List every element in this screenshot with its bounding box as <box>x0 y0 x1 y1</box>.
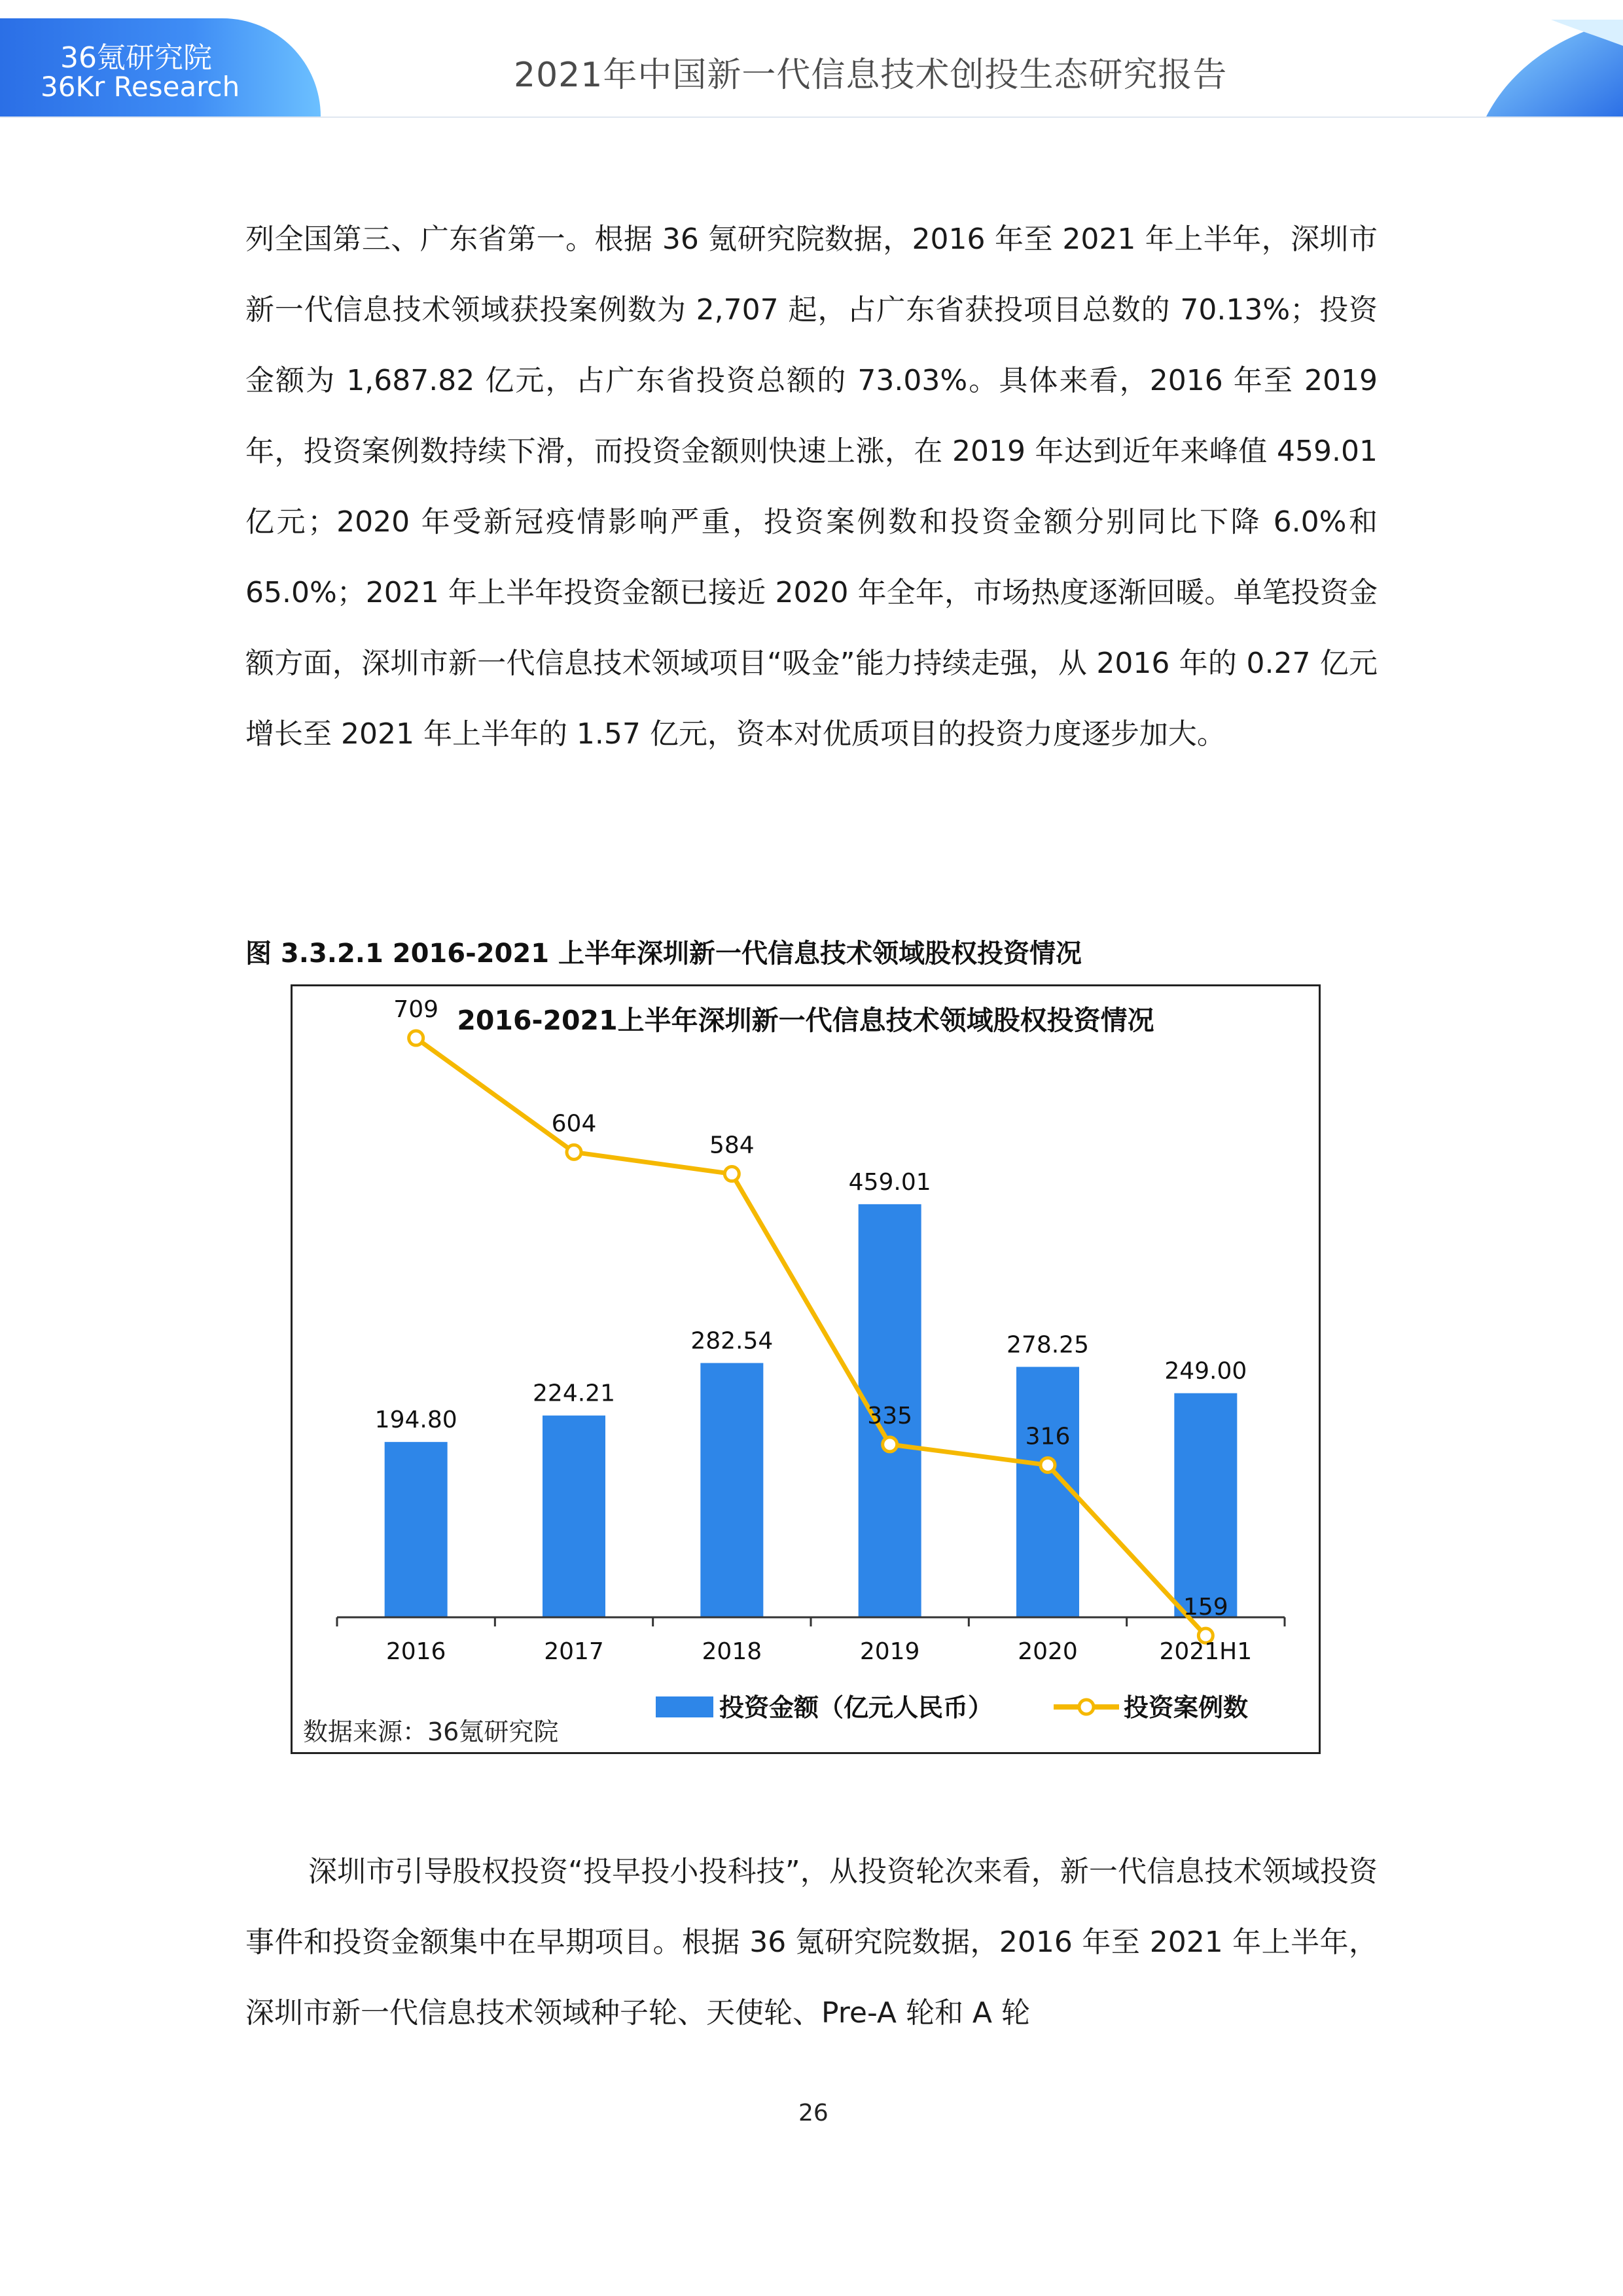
category-label: 2017 <box>544 1638 604 1665</box>
line-value-label: 709 <box>393 996 439 1024</box>
bar-value-label: 224.21 <box>533 1380 615 1407</box>
line-point-2020 <box>1041 1458 1055 1472</box>
paragraph-text: 深圳市引导股权投资“投早投小投科技”，从投资轮次来看，新一代信息技术领域投资事件和投资金额集中在早期项目。根据 36 氪研究院数据，2016 年至 2021 年上半年，深圳市新一代信息技术领域种子轮、天使轮、Pre-A 轮和 A 轮 <box>245 1855 1378 2030</box>
chart-svg <box>293 986 1319 1752</box>
bar-2017 <box>543 1416 605 1617</box>
corner-decoration-icon <box>1472 20 1623 118</box>
brand-name-cn: 36氪研究院 <box>60 41 212 75</box>
header-divider <box>0 117 1623 118</box>
bar-2018 <box>700 1363 763 1617</box>
line-point-2018 <box>724 1167 739 1181</box>
legend-line-marker <box>1079 1700 1094 1714</box>
paragraph-text: 列全国第三、广东省第一。根据 36 氪研究院数据，2016 年至 2021 年上半年，深圳市新一代信息技术领域获投案例数为 2,707 起，占广东省获投项目总数的 70.13%；投资金额为 1,687.82 亿元，占广东省投资总额的 73.03%。具体来看，2016 年至 2019 年，投资案例数持续下滑，而投资金额则快速上涨，在 2019 年达到近年来峰值 459.01 亿元；2020 年受新冠疫情影响严重，投资案例数和投资金额分别同比下降 6.0%和 65.0%；2021 年上半年投资金额已接近 2020 年全年，市场热度逐渐回暖。单笔投资金额方面，深圳市新一代信息技术领域项目“吸金”能力持续走强，从 2016 年的 0.27 亿元增长至 2021 年上半年的 1.57 亿元，资本对优质项目的投资力度逐步加大。 <box>245 223 1378 751</box>
chart-container <box>291 984 1321 1754</box>
line-value-label: 335 <box>867 1402 913 1429</box>
bar-value-label: 249.00 <box>1164 1357 1247 1385</box>
legend-bar-label: 投资金额（亿元人民币） <box>719 1693 993 1722</box>
body-paragraph-bottom <box>245 1837 1378 2049</box>
line-value-label: 604 <box>551 1110 597 1138</box>
bar-value-label: 282.54 <box>690 1327 774 1355</box>
category-label: 2016 <box>385 1638 446 1665</box>
brand-name-en: 36Kr Research <box>41 71 240 103</box>
report-title: 2021年中国新一代信息技术创投生态研究报告 <box>514 56 1228 95</box>
line-value-label: 316 <box>1025 1423 1071 1450</box>
chart-title: 2016-2021上半年深圳新一代信息技术领域股权投资情况 <box>457 1005 1154 1036</box>
category-label: 2019 <box>859 1638 920 1665</box>
legend-bar-swatch <box>656 1696 713 1717</box>
category-label: 2018 <box>702 1638 762 1665</box>
line-point-2017 <box>567 1145 581 1159</box>
line-point-2016 <box>409 1031 423 1045</box>
bar-2021H1 <box>1174 1393 1237 1617</box>
figure-caption: 图 3.3.2.1 2016-2021 上半年深圳新一代信息技术领域股权投资情况 <box>245 939 1082 969</box>
legend-line-label: 投资案例数 <box>1124 1693 1249 1722</box>
page-header <box>0 0 1623 118</box>
bar-value-label: 194.80 <box>374 1407 457 1434</box>
page-number: 26 <box>798 2100 829 2126</box>
body-paragraph-top <box>245 204 1378 770</box>
line-value-label: 159 <box>1183 1594 1228 1621</box>
bar-value-label: 459.01 <box>848 1168 931 1196</box>
bar-value-label: 278.25 <box>1007 1331 1089 1359</box>
bar-2016 <box>385 1442 448 1617</box>
category-label: 2020 <box>1018 1638 1078 1665</box>
chart-source: 数据来源：36氪研究院 <box>303 1717 559 1746</box>
line-point-2019 <box>883 1437 897 1452</box>
category-label: 2021H1 <box>1159 1638 1253 1665</box>
line-value-label: 584 <box>709 1132 755 1159</box>
